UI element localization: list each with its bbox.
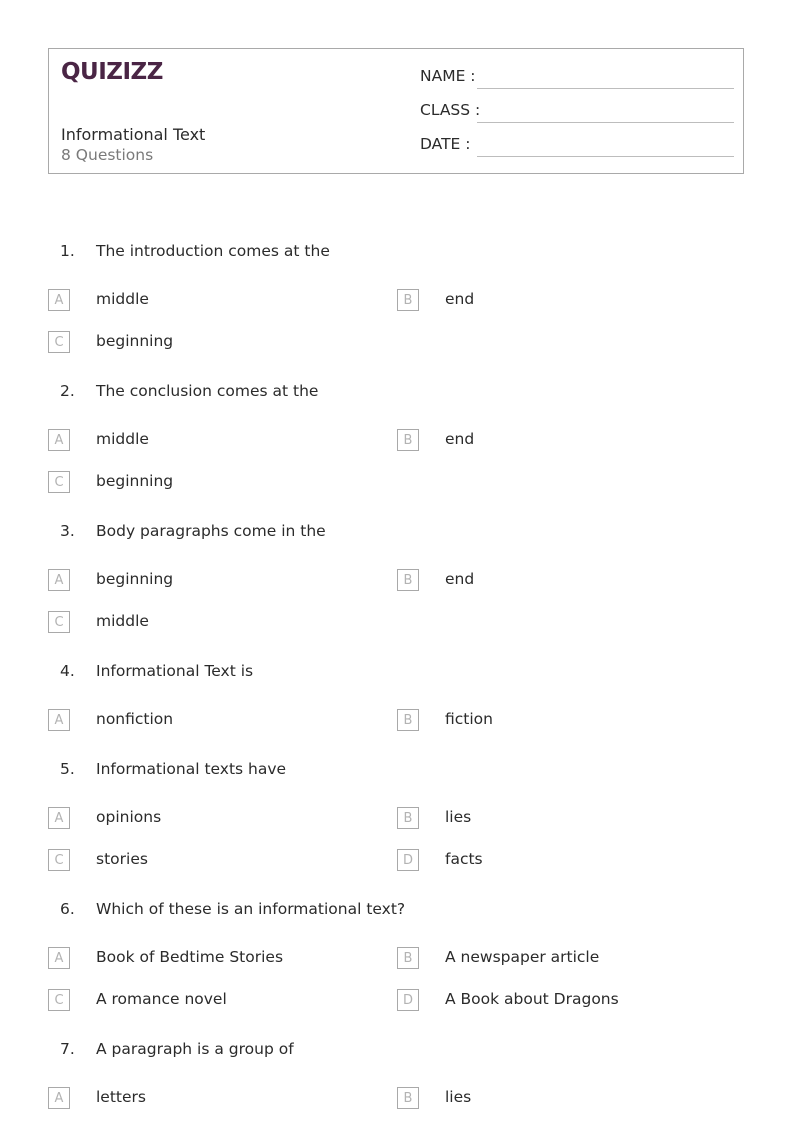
option-letter-box[interactable]: A [48, 709, 70, 731]
question-text: Which of these is an informational text? [96, 900, 406, 918]
class-label: CLASS : [420, 101, 481, 119]
question-text: The conclusion comes at the [96, 382, 319, 400]
question-text: A paragraph is a group of [96, 1040, 294, 1058]
class-line[interactable] [477, 122, 734, 123]
question-number: 1. [60, 242, 75, 260]
option-letter-box[interactable]: C [48, 989, 70, 1011]
option-letter-box[interactable]: C [48, 849, 70, 871]
question-number: 5. [60, 760, 75, 778]
option-letter-box[interactable]: C [48, 331, 70, 353]
option-letter-box[interactable]: B [397, 569, 419, 591]
option-letter-box[interactable]: A [48, 1087, 70, 1109]
option-text: facts [445, 850, 483, 868]
question-number: 7. [60, 1040, 75, 1058]
question-text: The introduction comes at the [96, 242, 330, 260]
option-letter-box[interactable]: B [397, 429, 419, 451]
option-text: Book of Bedtime Stories [96, 948, 284, 966]
option-letter-box[interactable]: B [397, 807, 419, 829]
option-letter-box[interactable]: B [397, 947, 419, 969]
question-number: 3. [60, 522, 75, 540]
option-text: end [445, 570, 475, 588]
option-text: beginning [96, 332, 174, 350]
quizizz-logo: QUIZIZZ [61, 59, 163, 85]
option-text: end [445, 290, 475, 308]
question-count: 8 Questions [61, 146, 154, 164]
name-line[interactable] [477, 88, 734, 89]
option-text: lies [445, 808, 472, 826]
option-letter-box[interactable]: D [397, 849, 419, 871]
class-field[interactable] [420, 101, 734, 123]
option-text: A Book about Dragons [445, 990, 619, 1008]
option-text: beginning [96, 570, 174, 588]
question-text: Informational Text is [96, 662, 254, 680]
option-text: lies [445, 1088, 472, 1106]
option-text: middle [96, 290, 149, 308]
option-text: stories [96, 850, 148, 868]
option-text: letters [96, 1088, 146, 1106]
option-letter-box[interactable]: C [48, 611, 70, 633]
option-letter-box[interactable]: A [48, 947, 70, 969]
option-letter-box[interactable]: A [48, 569, 70, 591]
date-field[interactable] [420, 135, 734, 157]
date-label: DATE : [420, 135, 471, 153]
option-letter-box[interactable]: B [397, 709, 419, 731]
question-number: 6. [60, 900, 75, 918]
option-text: middle [96, 430, 149, 448]
date-line[interactable] [477, 156, 734, 157]
name-field[interactable] [420, 67, 734, 89]
option-letter-box[interactable]: A [48, 289, 70, 311]
option-letter-box[interactable]: C [48, 471, 70, 493]
option-text: nonfiction [96, 710, 174, 728]
option-text: middle [96, 612, 149, 630]
option-text: beginning [96, 472, 174, 490]
option-text: A newspaper article [445, 948, 600, 966]
option-text: opinions [96, 808, 162, 826]
question-number: 2. [60, 382, 75, 400]
name-label: NAME : [420, 67, 476, 85]
question-number: 4. [60, 662, 75, 680]
question-text: Informational texts have [96, 760, 287, 778]
option-letter-box[interactable]: B [397, 1087, 419, 1109]
option-text: fiction [445, 710, 493, 728]
option-letter-box[interactable]: D [397, 989, 419, 1011]
worksheet-header [48, 48, 744, 174]
option-text: end [445, 430, 475, 448]
option-letter-box[interactable]: A [48, 429, 70, 451]
question-text: Body paragraphs come in the [96, 522, 326, 540]
option-letter-box[interactable]: B [397, 289, 419, 311]
option-letter-box[interactable]: A [48, 807, 70, 829]
worksheet-title: Informational Text [61, 125, 206, 144]
option-text: A romance novel [96, 990, 227, 1008]
